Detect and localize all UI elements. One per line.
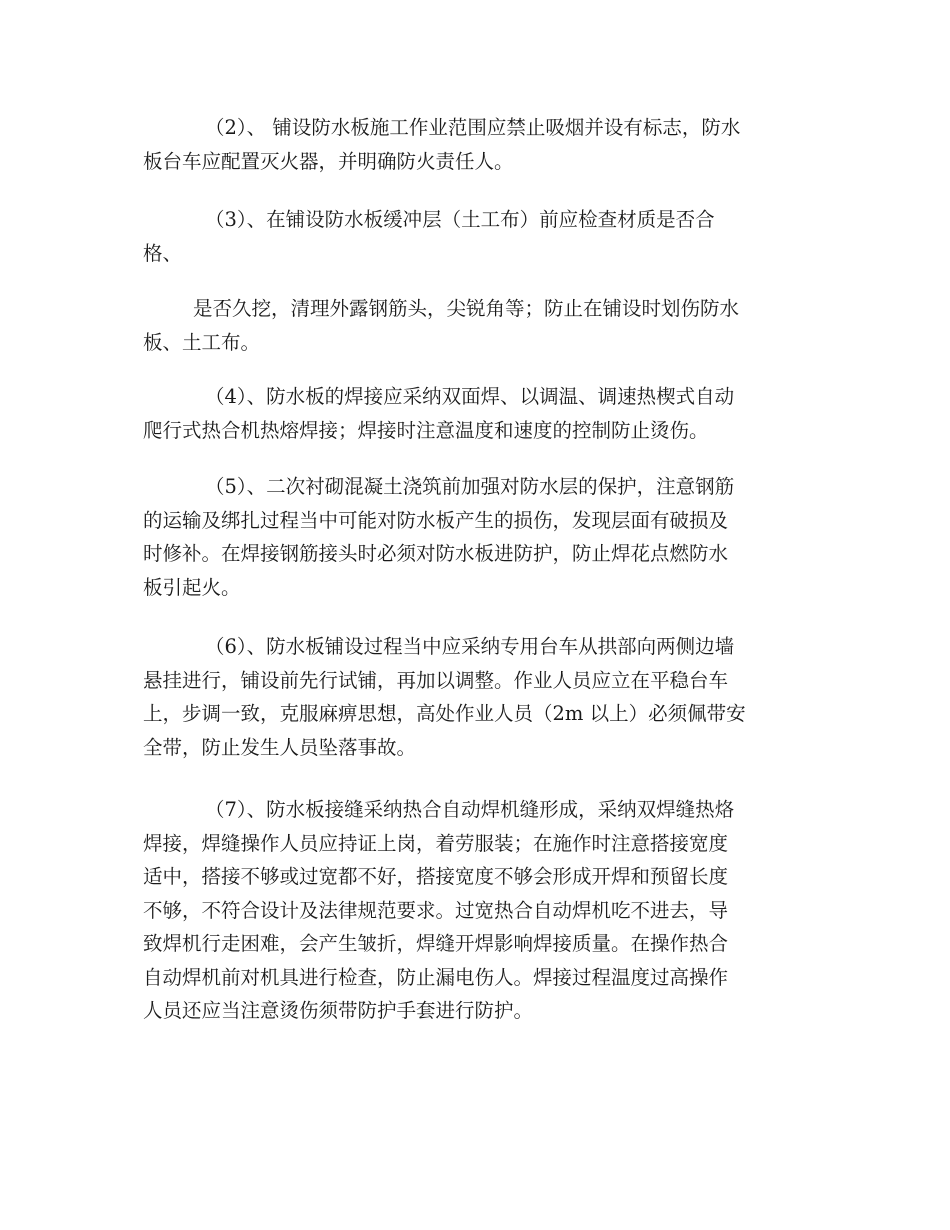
paragraph-7	[143, 793, 813, 1028]
paragraph-line: 悬挂进行，铺设前先行试铺，再加以调整。作业人员应立在平稳台车	[143, 668, 729, 692]
paragraph-line: 板、土工布。	[143, 330, 261, 354]
paragraph-line: 板台车应配置灭火器，并明确防火责任人。	[143, 149, 514, 173]
paragraph-line: 全带，防止发生人员坠落事故。	[143, 735, 417, 759]
paragraph-line: （4）、防水板的焊接应采纳双面焊、以调温、调速热楔式自动	[205, 385, 735, 408]
paragraph-6	[143, 630, 813, 764]
paragraph-line: 时修补。在焊接钢筋接头时必须对防水板进防护，防止焊花点燃防水	[143, 542, 729, 565]
paragraph-line: （7）、防水板接缝采纳热合自动焊机缝形成，采纳双焊缝热烙	[205, 798, 735, 821]
paragraph-4	[143, 380, 813, 447]
paragraph-line: 格、	[143, 241, 183, 265]
paragraph-line: 自动焊机前对机具进行检查，防止漏电伤人。焊接过程温度过高操作	[143, 965, 729, 989]
paragraph-line: 人员还应当注意烫伤须带防护手套进行防护。	[143, 999, 534, 1022]
paragraph-line: 焊接，焊缝操作人员应持证上岗，着劳服装；在施作时注意搭接宽度	[143, 831, 729, 855]
paragraph-line: 致焊机行走困难，会产生皱折，焊缝开焊影响焊接质量。在操作热合	[143, 932, 729, 955]
paragraph-line: 板引起火。	[143, 575, 241, 599]
paragraph-line: （6）、防水板铺设过程当中应采纳专用台车从拱部向两侧边墙	[205, 635, 735, 658]
paragraph-line: （3）、在铺设防水板缓冲层（土工布）前应检查材质是否合	[205, 208, 715, 231]
paragraph-line: 爬行式热合机热熔焊接；焊接时注意温度和速度的控制防止烫伤。	[143, 418, 709, 442]
paragraph-line: 适中，搭接不够或过宽都不好，搭接宽度不够会形成开焊和预留长度	[143, 865, 729, 888]
paragraph-2	[143, 111, 813, 178]
paragraph-line: （5）、二次衬砌混凝土浇筑前加强对防水层的保护，注意钢筋	[205, 475, 735, 498]
paragraph-line: 的运输及绑扎过程当中可能对防水板产生的损伤，发现层面有破损及	[143, 508, 729, 532]
paragraph-line: 是否久挖，清理外露钢筋头，尖锐角等；防止在铺设时划伤防水	[193, 297, 740, 320]
paragraph-line: 不够，不符合设计及法律规范要求。过宽热合自动焊机吃不进去，导	[143, 898, 729, 922]
paragraph-3	[143, 203, 813, 270]
paragraph-3-continued	[143, 292, 813, 359]
paragraph-5	[143, 470, 813, 604]
paragraph-line: 上，步调一致，克服麻痹思想，高处作业人员（2m 以上）必须佩带安	[143, 702, 746, 725]
paragraph-line: （2）、 铺设防水板施工作业范围应禁止吸烟并设有标志，防水	[205, 116, 741, 139]
